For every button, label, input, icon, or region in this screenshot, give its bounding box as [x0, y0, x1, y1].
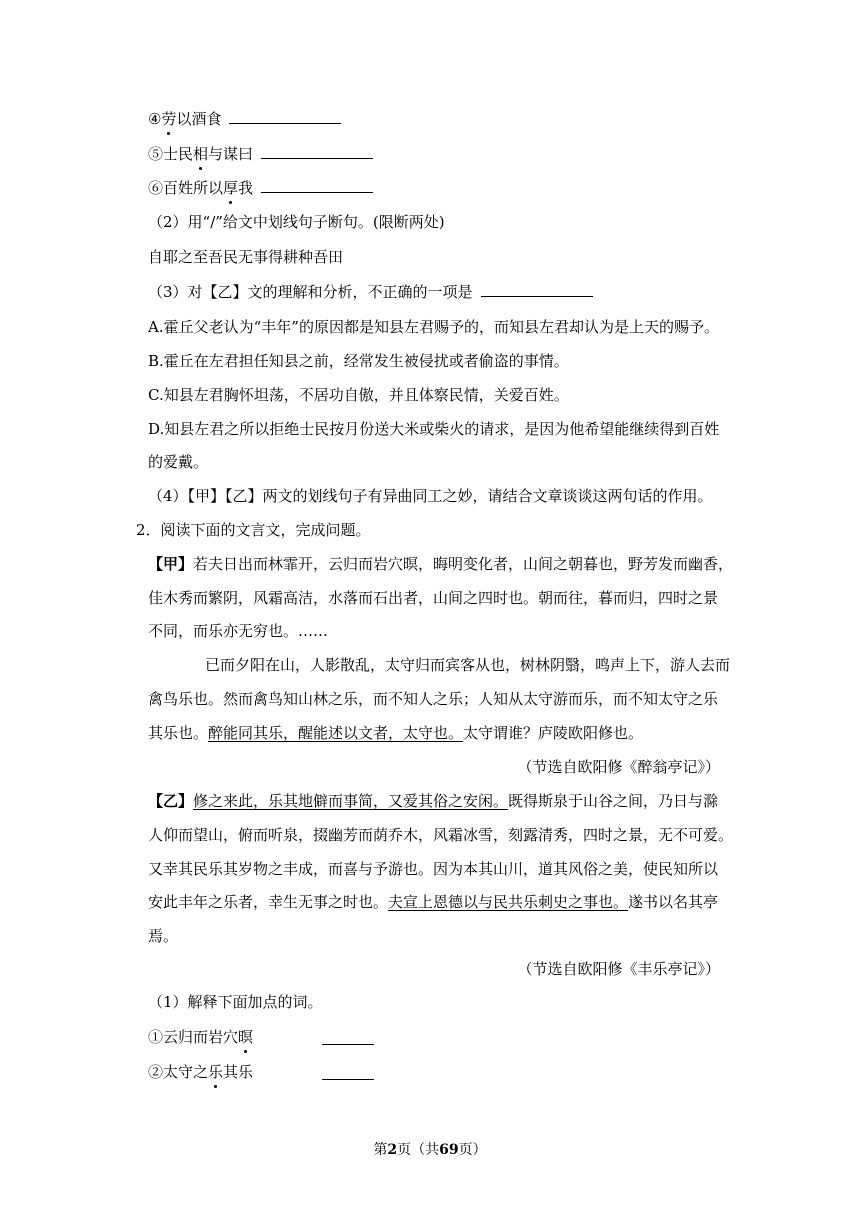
jia-line-4: 已而夕阳在山，人影散乱，太守归而宾客从也，树林阴翳，鸣声上下，游人去而: [205, 656, 731, 674]
q1-sub2: （2）用“/”给文中划线句子断句。(限断两处): [148, 213, 445, 231]
q1-option-c: C.知县左君胸怀坦荡，不居功自傲，并且体察民情，关爱百姓。: [148, 386, 569, 404]
answer-blank[interactable]: [322, 1030, 374, 1045]
jia-line-1: 【甲】若夫日出而林霏开，云归而岩穴暝，晦明变化者，山间之朝暮也，野芳发而幽香，: [148, 555, 734, 573]
yi-line-5: 焉。: [148, 927, 179, 945]
underlined-sentence: 修之来此，乐其地僻而事简，又爱其俗之安闲。: [193, 792, 509, 810]
dotted-char: 暝: [238, 1028, 254, 1046]
jia-label: 【甲】: [148, 555, 194, 573]
underlined-sentence: 夫宣上恩德以与民共乐刺史之事也。: [388, 893, 629, 911]
jia-line-5: 禽鸟乐也。然而禽鸟知山林之乐，而不知人之乐；人知从太守游而乐，而不知太守之乐: [148, 690, 719, 708]
q1-item-6: ⑥百姓所以厚我: [148, 177, 373, 199]
yi-label: 【乙】: [148, 792, 194, 810]
answer-blank[interactable]: [481, 282, 593, 297]
q1-option-d-cont: 的爱戴。: [148, 453, 209, 471]
dotted-char: 劳: [161, 110, 177, 128]
q1-option-a: A.霍丘父老认为“丰年”的原因都是知县左君赐予的，而知县左君却认为是上天的赐予。: [148, 318, 719, 336]
q1-item-4: ④劳以酒食: [148, 108, 341, 130]
jia-line-2: 佳木秀而繁阴，风霜高洁，水落而石出者，山间之四时也。朝而往，暮而归，四时之景: [148, 589, 719, 607]
answer-blank[interactable]: [229, 109, 341, 124]
q1-sub4: （4）【甲】【乙】两文的划线句子有异曲同工之妙，请结合文章谈谈这两句话的作用。: [148, 487, 713, 505]
page-number: 2: [387, 1142, 398, 1158]
q1-sub2-sentence: 自耶之至吾民无事得耕种吾田: [148, 248, 344, 266]
q1-option-b: B.霍丘在左君担任知县之前，经常发生被侵扰或者偷盗的事情。: [148, 352, 569, 370]
dotted-char: 乐: [208, 1063, 224, 1081]
page-total: 69: [439, 1142, 459, 1158]
jia-line-3: 不同，而乐亦无穷也。……: [148, 622, 329, 640]
q2-word-2: ②太守之乐其乐: [148, 1063, 254, 1081]
dotted-char: 厚: [223, 179, 239, 197]
yi-line-1: 【乙】修之来此，乐其地僻而事简，又爱其俗之安闲。既得斯泉于山谷之间，乃日与滁: [148, 792, 719, 810]
q2-word-1: ①云归而岩穴暝: [148, 1028, 254, 1046]
page-footer: 第2页（共69页）: [373, 1142, 487, 1158]
yi-line-4: 安此丰年之乐者，幸生无事之时也。夫宣上恩德以与民共乐刺史之事也。遂书以名其亭: [148, 893, 719, 911]
yi-line-3: 又幸其民乐其岁物之丰成，而喜与予游也。因为本其山川，道其风俗之美，使民知所以: [148, 860, 719, 878]
jia-source: （节选自欧阳修《醉翁亭记》）: [517, 758, 720, 776]
q2-heading: 2．阅读下面的文言文，完成问题。: [136, 521, 371, 539]
answer-blank[interactable]: [322, 1065, 374, 1080]
q1-item-5: ⑤士民相与谋曰: [148, 143, 373, 165]
yi-line-2: 人仰而望山，俯而听泉，掇幽芳而荫乔木，风霜冰雪，刻露清秀，四时之景，无不可爱。: [148, 826, 734, 844]
underlined-sentence: 醉能同其乐，醒能述以文者，太守也。: [208, 724, 464, 742]
yi-source: （节选自欧阳修《丰乐亭记》）: [517, 960, 720, 978]
q1-sub3: （3）对【乙】文的理解和分析，不正确的一项是: [148, 281, 593, 303]
q2-sub1: （1）解释下面加点的词。: [148, 993, 323, 1011]
answer-blank[interactable]: [261, 178, 373, 193]
dotted-char: 相: [193, 145, 209, 163]
answer-blank[interactable]: [261, 144, 373, 159]
q1-option-d: D.知县左君之所以拒绝士民按月份送大米或柴火的请求，是因为他希望能继续得到百姓: [148, 420, 720, 438]
jia-line-6: 其乐也。醉能同其乐，醒能述以文者，太守也。太守谓谁？庐陵欧阳修也。: [148, 724, 644, 742]
